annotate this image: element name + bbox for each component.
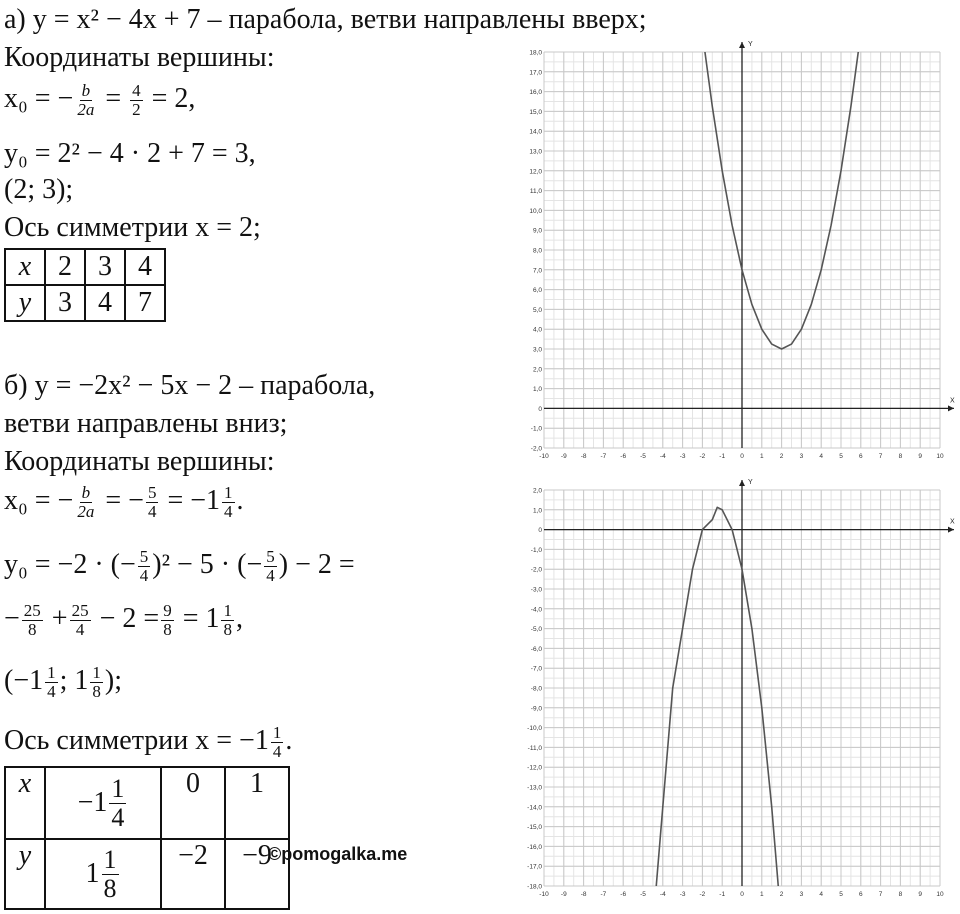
- x-tick-label: -1: [719, 891, 726, 898]
- x-tick-label: 10: [936, 891, 944, 898]
- y-tick-label: 12,0: [529, 168, 542, 176]
- y-tick-label: -7,0: [530, 665, 542, 673]
- x-tick-label: -4: [659, 891, 666, 898]
- part-a-y0-formula: y₀ = 2² − 4 · 2 + 7 = 3,: [4, 138, 256, 169]
- x-tick-label: -5: [640, 891, 646, 898]
- y-tick-label: 5,0: [532, 306, 542, 314]
- x-tick-label: 0: [740, 453, 744, 460]
- y-tick-label: -6,0: [530, 645, 542, 653]
- y-tick-label: -9,0: [530, 705, 542, 713]
- y0-part-3: ) − 2 =: [278, 548, 355, 580]
- table-cell: [45, 839, 161, 909]
- y-tick-label: 2,0: [532, 487, 542, 495]
- part-a-x0-formula: [4, 82, 195, 119]
- y-tick-label: -11,0: [527, 744, 542, 752]
- x-tick-label: -2: [699, 891, 706, 898]
- part-a-vertex: (2; 3);: [4, 174, 74, 205]
- table-row-x: [5, 249, 165, 285]
- y-axis-arrow: [739, 480, 745, 486]
- vertex-part-2: ; 1: [59, 664, 89, 696]
- y-tick-label: -4,0: [530, 606, 542, 614]
- y-tick-label: 0: [538, 527, 542, 535]
- table-cell: [45, 767, 161, 839]
- equals-sign: =: [105, 82, 122, 114]
- part-b-vertex-heading: Координаты вершины:: [4, 446, 275, 477]
- table-cell: 4: [85, 285, 125, 321]
- x-tick-label: 0: [740, 891, 744, 898]
- fraction-5-4: $\frac{5}{4}$: [139, 547, 149, 585]
- fraction-1-8: $\frac{1}{8}$: [223, 601, 232, 639]
- x-tick-label: -7: [600, 453, 607, 460]
- y-tick-label: 17,0: [529, 69, 542, 77]
- y-tick-label: 1,0: [532, 507, 542, 515]
- y-tick-label: 13,0: [529, 148, 542, 156]
- fraction-1-4: $\frac{1}{4}$: [224, 483, 233, 521]
- table-cell: 7: [125, 285, 165, 321]
- x-tick-label: -9: [560, 453, 567, 460]
- y-tick-label: -13,0: [527, 784, 542, 792]
- x-axis-arrow: [948, 405, 954, 411]
- y-tick-label: -18,0: [527, 883, 542, 891]
- y-tick-label: -14,0: [527, 804, 542, 812]
- y-tick-label: -8,0: [530, 685, 542, 693]
- x-tick-label: -10: [539, 891, 549, 898]
- x-axis-label: X: [950, 397, 955, 405]
- y-tick-label: -2,0: [530, 566, 542, 574]
- comma: ,: [235, 602, 243, 634]
- y-tick-label: 8,0: [532, 247, 542, 255]
- fraction-b-2a: $\frac{b}{2a}$: [77, 483, 95, 521]
- calc-equals: = 1: [182, 602, 220, 634]
- x-tick-label: 7: [878, 453, 883, 460]
- y-tick-label: 11,0: [529, 188, 542, 196]
- table-cell: 3: [45, 285, 85, 321]
- x-tick-label: -9: [560, 891, 567, 898]
- x-axis-label: X: [950, 518, 955, 526]
- fraction-1-4: $\frac{1}{4}$: [272, 723, 282, 761]
- calc-plus: +: [51, 602, 68, 634]
- y-tick-label: -17,0: [527, 863, 542, 871]
- x-tick-label: 6: [858, 891, 863, 898]
- part-b-axis-of-symmetry: [4, 724, 292, 761]
- y-tick-label: -12,0: [527, 764, 542, 772]
- x-tick-label: 10: [936, 453, 944, 460]
- y-tick-label: 6,0: [532, 287, 542, 295]
- x0-result: = 2,: [151, 82, 196, 114]
- part-a-axis-of-symmetry: Ось симметрии x = 2;: [4, 212, 261, 243]
- part-b-y0-formula: [4, 548, 355, 585]
- x-tick-label: 8: [898, 891, 903, 898]
- y-axis-label: Y: [748, 41, 753, 48]
- x-tick-label: -2: [699, 453, 706, 460]
- table-cell: 1: [225, 767, 289, 839]
- x0-prefix: x₀ = −: [4, 484, 74, 516]
- y-tick-label: -1,0: [530, 425, 542, 433]
- y-tick-label: 4,0: [532, 326, 542, 334]
- y-tick-label: -2,0: [530, 445, 542, 453]
- y-tick-label: 7,0: [532, 267, 542, 275]
- fraction-b-2a: $\frac{b}{2a}$: [77, 81, 95, 119]
- fraction-1-4: $\frac{1}{4}$: [47, 663, 56, 701]
- table-cell: 4: [125, 249, 165, 285]
- x-tick-label: -6: [620, 453, 627, 460]
- y0-part-1: y₀ = −2 · (−: [4, 548, 136, 580]
- x-tick-label: 1: [759, 891, 764, 898]
- fraction-5-4: $\frac{5}{4}$: [147, 483, 157, 521]
- x-tick-label: 7: [878, 891, 883, 898]
- equals-minus: = −: [105, 484, 144, 516]
- part-b-calculation: [4, 602, 243, 639]
- chart-parabola-b: [520, 474, 960, 904]
- x-tick-label: 2: [779, 891, 784, 898]
- part-b-branches: ветви направлены вниз;: [4, 408, 288, 439]
- y-tick-label: -1,0: [530, 546, 542, 554]
- y-tick-label: 14,0: [529, 128, 542, 136]
- x-tick-label: -8: [580, 891, 587, 898]
- table-cell: x: [5, 767, 45, 839]
- fraction-4-2: $\frac{4}{2}$: [132, 81, 141, 119]
- table-cell: y: [5, 285, 45, 321]
- mixed-number: −1 $\frac{1}{4}$: [77, 774, 125, 832]
- x-tick-label: -6: [620, 891, 627, 898]
- y-axis-arrow: [739, 42, 745, 48]
- x-tick-label: -5: [640, 453, 646, 460]
- x-tick-label: 3: [799, 891, 804, 898]
- y-tick-label: 10,0: [529, 207, 542, 215]
- x-tick-label: -3: [679, 891, 686, 898]
- y-tick-label: 0: [538, 405, 542, 413]
- y-tick-label: 16,0: [529, 89, 542, 97]
- y-tick-label: -10,0: [527, 725, 542, 733]
- axis-text: Ось симметрии x = −1: [4, 724, 269, 756]
- x-tick-label: -1: [719, 453, 726, 460]
- fraction-1-8: $\frac{1}{8}$: [92, 663, 101, 701]
- y-axis-label: Y: [748, 479, 753, 486]
- parabola-curve: [652, 507, 783, 904]
- x-tick-label: -7: [600, 891, 607, 898]
- x-tick-label: 8: [898, 453, 903, 460]
- chart-parabola-a: [520, 36, 960, 466]
- x-tick-label: 9: [918, 453, 923, 460]
- fraction-5-4: $\frac{5}{4}$: [266, 547, 275, 585]
- vertex-part-3: );: [104, 664, 123, 696]
- y-tick-label: 18,0: [529, 49, 542, 57]
- y0-part-2: )² − 5 · (−: [152, 548, 263, 580]
- y-tick-label: -16,0: [527, 843, 542, 851]
- table-cell: −9: [225, 839, 289, 909]
- table-row-y: [5, 285, 165, 321]
- x-tick-label: -3: [679, 453, 686, 460]
- y-tick-label: 2,0: [532, 366, 542, 374]
- fraction-25-8: $\frac{25}{8}$: [23, 601, 41, 639]
- y-tick-label: -3,0: [530, 586, 542, 594]
- part-a-equation: а) y = x² − 4x + 7 – парабола, ветви направлены вверх;: [4, 4, 647, 35]
- x-tick-label: -10: [539, 453, 549, 460]
- y-tick-label: 9,0: [532, 227, 542, 235]
- mixed-number: 1 $\frac{1}{8}$: [85, 845, 117, 903]
- table-cell: 0: [161, 767, 225, 839]
- calc-minus: −: [4, 602, 20, 634]
- part-b-equation: б) y = −2x² − 5x − 2 – парабола,: [4, 370, 376, 401]
- x-tick-label: 3: [799, 453, 804, 460]
- table-row-y: [5, 839, 289, 909]
- y-tick-label: 15,0: [529, 108, 542, 116]
- x-tick-label: 6: [858, 453, 863, 460]
- watermark: ©pomogalka.me: [268, 844, 408, 864]
- x-tick-label: 4: [819, 453, 824, 460]
- period: .: [236, 484, 244, 516]
- x-tick-label: 5: [839, 453, 843, 460]
- part-a-vertex-heading: Координаты вершины:: [4, 42, 275, 73]
- vertex-part-1: (−1: [4, 664, 44, 696]
- x-tick-label: 9: [918, 891, 923, 898]
- y-tick-label: -5,0: [530, 626, 542, 634]
- x-tick-label: 4: [819, 891, 824, 898]
- fraction-9-8: $\frac{9}{8}$: [163, 601, 172, 639]
- table-cell: −2: [161, 839, 225, 909]
- x-axis-arrow: [948, 527, 954, 533]
- fraction-25-4: $\frac{25}{4}$: [71, 601, 89, 639]
- y-tick-label: -15,0: [527, 824, 542, 832]
- y-tick-label: 1,0: [532, 386, 542, 394]
- y-tick-label: 3,0: [532, 346, 542, 354]
- table-cell: x: [5, 249, 45, 285]
- table-cell: y: [5, 839, 45, 909]
- x0-prefix: x₀ = −: [4, 82, 74, 114]
- part-a-value-table: [4, 248, 166, 322]
- equals-mixed: = −1: [167, 484, 221, 516]
- table-cell: 2: [45, 249, 85, 285]
- x-tick-label: -8: [580, 453, 587, 460]
- calc-minus-two: − 2 =: [99, 602, 160, 634]
- x-tick-label: 5: [839, 891, 843, 898]
- table-row-x: [5, 767, 289, 839]
- x-tick-label: 1: [759, 453, 764, 460]
- x-tick-label: -4: [659, 453, 666, 460]
- table-cell: 3: [85, 249, 125, 285]
- part-b-x0-formula: [4, 484, 244, 521]
- x-tick-label: 2: [779, 453, 784, 460]
- part-b-vertex: [4, 664, 122, 701]
- part-b-value-table: [4, 766, 290, 910]
- period: .: [285, 724, 293, 756]
